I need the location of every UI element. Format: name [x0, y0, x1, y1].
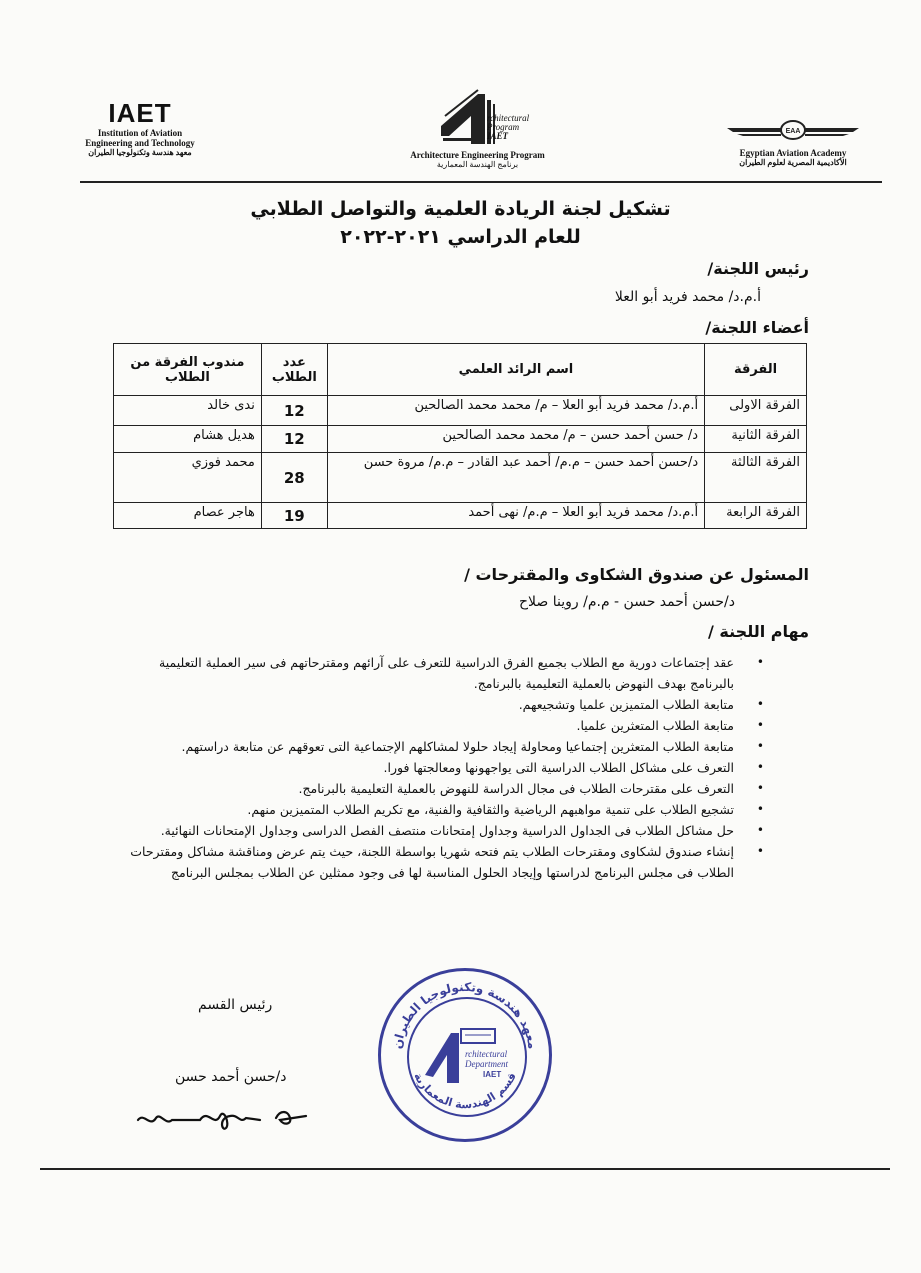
representative-cell: هديل هشام — [114, 426, 262, 453]
list-item — [120, 736, 764, 757]
bullet-icon: • — [756, 781, 764, 795]
svg-text:قسم الهندسة المعمارية — [411, 1070, 519, 1111]
stamp-ring-text — [381, 971, 549, 1139]
list-item — [120, 757, 764, 778]
mark-line2: Program — [487, 122, 520, 132]
academic-year: للعام الدراسي ٢٠٢١-٢٠٢٢ — [340, 226, 581, 248]
table-header-row — [114, 344, 807, 396]
representative-cell: هاجر عصام — [114, 503, 262, 529]
table-row — [114, 453, 807, 503]
committee-table — [113, 343, 807, 529]
eaa-name-arabic: الأكاديمية المصرية لعلوم الطيران — [739, 158, 847, 167]
list-item — [120, 841, 764, 883]
eaa-logo — [718, 116, 868, 168]
year-cell: الفرقة الثانية — [705, 426, 807, 453]
iaet-logo — [70, 98, 210, 158]
signature-name: د/حسن أحمد حسن — [175, 1069, 287, 1085]
advisor-cell: أ.م.د/ محمد فريد أبو العلا – م/ محمد محمد الصالحين — [327, 396, 704, 426]
stamp-bottom-text: قسم الهندسة المعمارية — [411, 1070, 519, 1112]
list-item — [120, 820, 764, 841]
mark-line1: rchitectural — [487, 113, 530, 123]
iaet-name-arabic: معهد هندسة وتكنولوجيا الطيران — [88, 148, 192, 157]
architecture-program-name: Architecture Engineering Program — [410, 150, 545, 160]
representative-cell: محمد فوزي — [114, 453, 262, 503]
iaet-name-line2: Engineering and Technology — [85, 138, 195, 148]
list-item — [120, 799, 764, 820]
column-header-representative: مندوب الفرقة من الطلاب — [114, 344, 262, 396]
list-item — [120, 778, 764, 799]
handwritten-signature — [130, 1098, 315, 1138]
bullet-icon: • — [756, 823, 764, 837]
column-header-advisor: اسم الرائد العلمي — [327, 344, 704, 396]
column-header-count: عدد الطلاب — [261, 344, 327, 396]
signature-title: رئيس القسم — [198, 997, 273, 1013]
stamp-inner-line2: Department — [465, 1059, 508, 1069]
bullet-icon: • — [756, 697, 764, 711]
chair-name: أ.م.د/ محمد فريد أبو العلا — [614, 289, 761, 305]
count-cell: 19 — [261, 503, 327, 529]
chair-heading: رئيس اللجنة/ — [707, 259, 809, 278]
task-text: متابعة الطلاب المتعثرين علميا. — [576, 718, 734, 733]
task-text: متابعة الطلاب المتميزين علميا وتشجيعهم. — [518, 697, 734, 712]
iaet-name-line1: Institution of Aviation — [97, 128, 183, 138]
year-cell: الفرقة الاولى — [705, 396, 807, 426]
task-text: التعرف على مشاكل الطلاب الدراسية التى يواجهونها ومعالجتها فورا. — [383, 760, 734, 775]
task-text: عقد إجتماعات دورية مع الطلاب بجميع الفرق الدراسية للتعرف على آرائهم ومقترحاتهم فى سير العملية التعليمية بالبرنامج بهدف النهوض بالعملية التعليمية بالبرنامج. — [159, 655, 734, 691]
eaa-mark: EAA — [785, 128, 801, 135]
task-text: حل مشاكل الطلاب فى الجداول الدراسية وجداول إمتحانات منتصف الفصل الدراسى وجداول الإمتحانات النهائية. — [160, 823, 734, 838]
architecture-program-logo — [395, 86, 560, 170]
task-text: التعرف على مقترحات الطلاب فى مجال الدراسة للنهوض بالعملية التعليمية بالبرنامج. — [298, 781, 734, 796]
stamp-outer-text: معهد هندسة وتكنولوجيا الطيران — [390, 979, 540, 1050]
stamp-inner-line3: IAET — [483, 1070, 502, 1079]
header-divider — [80, 181, 882, 183]
advisor-cell: د/حسن أحمد حسن – م.م/ أحمد عبد القادر – م.م/ مروة حسن — [327, 453, 704, 503]
count-cell: 28 — [261, 453, 327, 503]
year-cell: الفرقة الرابعة — [705, 503, 807, 529]
stamp-inner-line1: rchitectural — [465, 1049, 508, 1059]
advisor-cell: أ.م.د/ محمد فريد أبو العلا – م.م/ نهى أحمد — [327, 503, 704, 529]
complaints-heading: المسئول عن صندوق الشكاوى والمقترحات / — [464, 565, 809, 584]
wings-emblem-icon — [723, 116, 863, 144]
tasks-list — [120, 652, 764, 883]
tasks-heading: مهام اللجنة / — [708, 622, 809, 641]
column-header-year: الفرقة — [705, 344, 807, 396]
members-heading: أعضاء اللجنة/ — [705, 318, 809, 337]
table-row — [114, 396, 807, 426]
advisor-cell: د/ حسن أحمد حسن – م/ محمد محمد الصالحين — [327, 426, 704, 453]
list-item — [120, 694, 764, 715]
eaa-name: Egyptian Aviation Academy — [739, 148, 847, 158]
bullet-icon: • — [756, 844, 764, 858]
list-item — [120, 652, 764, 694]
official-stamp — [378, 968, 552, 1142]
bullet-icon: • — [756, 739, 764, 753]
year-cell: الفرقة الثالثة — [705, 453, 807, 503]
document-title: تشكيل لجنة الريادة العلمية والتواصل الطلابي — [250, 198, 671, 220]
architecture-mark-text — [487, 114, 529, 141]
bullet-icon: • — [756, 655, 764, 669]
task-text: متابعة الطلاب المتعثرين إجتماعيا ومحاولة إيجاد حلولا لمشاكلهم الإجتماعية التى تعوقهم عن متابعة دراستهم. — [181, 739, 734, 754]
table-row — [114, 503, 807, 529]
svg-text:معهد هندسة وتكنولوجيا الطيران — [390, 980, 540, 1050]
task-text: إنشاء صندوق لشكاوى ومقترحات الطلاب يتم فتحه شهريا بواسطة اللجنة، حيث يتم عرض ومناقشة مشاكل ومقترحات الطلاب فى مجلس البرنامج لدراستها وإيجاد الحلول المناسبة لها فى وجود ممثلين عن الطلاب بمجلس البرنامج — [130, 844, 734, 880]
list-item — [120, 715, 764, 736]
mark-line3: IAET — [487, 131, 509, 141]
bullet-icon: • — [756, 802, 764, 816]
architecture-program-arabic: برنامج الهندسة المعمارية — [436, 160, 519, 169]
bullet-icon: • — [756, 718, 764, 732]
count-cell: 12 — [261, 396, 327, 426]
count-cell: 12 — [261, 426, 327, 453]
footer-divider — [40, 1168, 890, 1170]
task-text: تشجيع الطلاب على تنمية مواهبهم الرياضية والثقافية والفنية، مع تكريم الطلاب المتميزين منهم. — [247, 802, 734, 817]
table-row — [114, 426, 807, 453]
iaet-logo-mark: IAET — [108, 98, 172, 128]
complaints-names: د/حسن أحمد حسن - م.م/ روينا صلاح — [519, 594, 735, 610]
representative-cell: ندى خالد — [114, 396, 262, 426]
bullet-icon: • — [756, 760, 764, 774]
